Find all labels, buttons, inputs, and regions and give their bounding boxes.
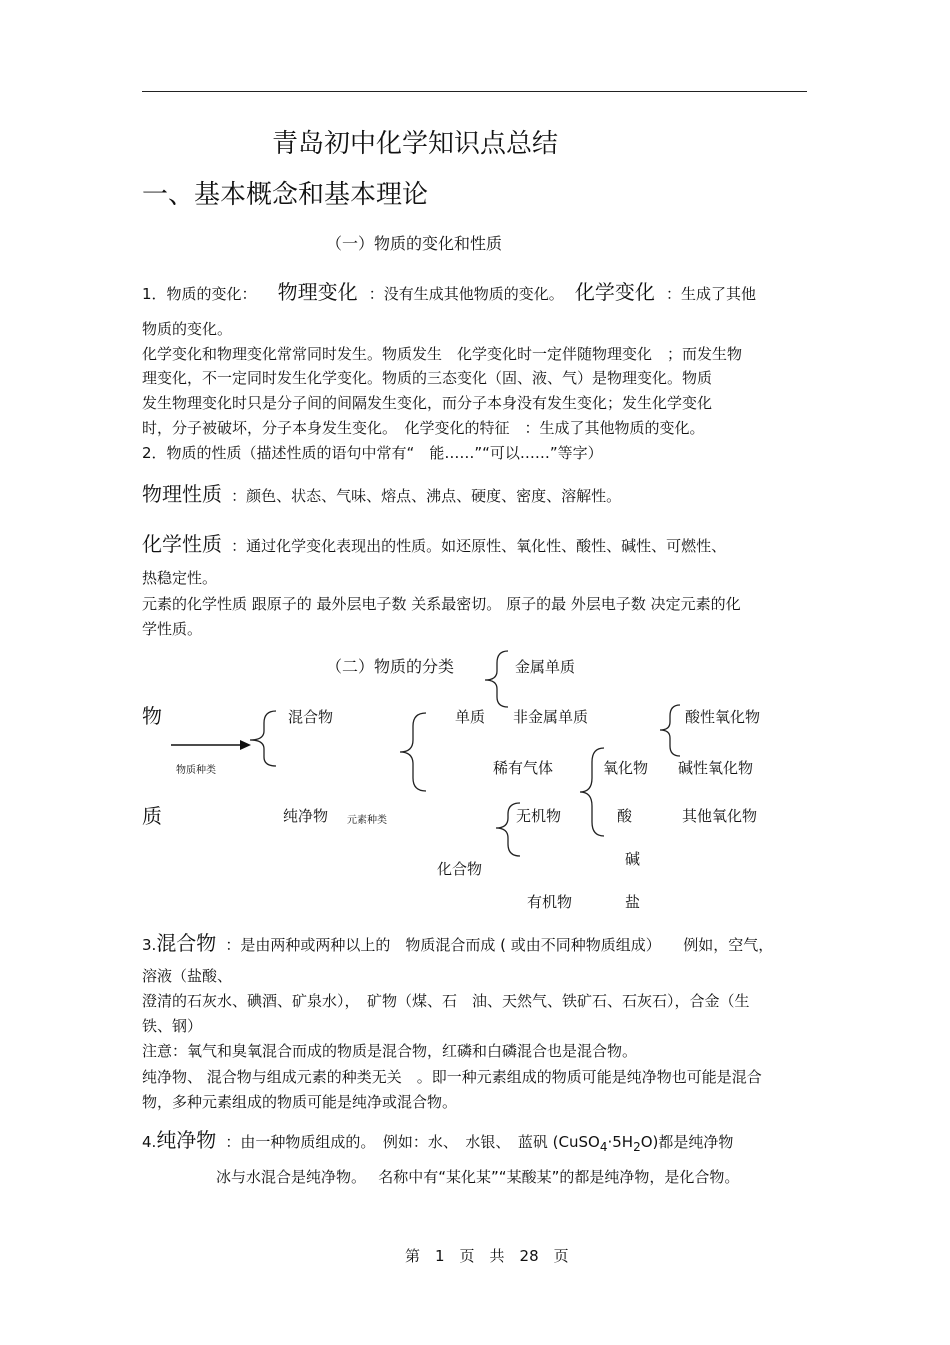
subsection-heading-2: （二）物质的分类	[326, 657, 455, 676]
paragraph-1-lead: 1．物质的变化：	[142, 285, 257, 303]
tree-youji: 有机物	[527, 893, 573, 911]
def-physical-change: ：没有生成其他物质的变化。	[368, 285, 564, 303]
tree-yuansu: 元素种类	[347, 815, 387, 826]
brace-wuji	[580, 748, 604, 836]
tree-zhi: 质	[142, 804, 162, 828]
tree-yanghua: 氧化物	[603, 759, 649, 777]
paragraph-4-lead: 4.	[142, 1133, 157, 1151]
tree-yan: 盐	[625, 893, 641, 911]
subscript-2: 2	[633, 1140, 641, 1155]
paragraph-4-line	[142, 1124, 733, 1154]
para1-line-4: 时，分子被破坏，分子本身发生变化。 化学变化的特征 ：生成了其他物质的变化。	[142, 419, 705, 437]
tree-jianxing: 碱性氧化物	[678, 759, 754, 777]
term-chemical-property: 化学性质	[142, 532, 222, 556]
paragraph-3-line	[142, 927, 773, 956]
page-footer: 第 1 页 共 28 页	[405, 1247, 569, 1265]
pure-substance-line-2: 冰与水混合是纯净物。 名称中有“某化某”“某酸某”的都是纯净物，是化合物。	[216, 1168, 740, 1186]
tree-wuji: 无机物	[516, 807, 562, 825]
def-pure-substance: ：由一种物质组成的。 例如：水、 水银、 蓝矾 (CuSO	[225, 1133, 600, 1151]
section-heading: 一、基本概念和基本理论	[142, 180, 429, 210]
tree-chunjing: 纯净物	[283, 807, 329, 825]
chemical-property-cont: 热稳定性。	[142, 569, 218, 587]
def-mixture: ：是由两种或两种以上的 物质混合而成 ( 或由不同种物质组成） 例如，空气，	[225, 936, 774, 954]
paragraph-3-lead: 3.	[142, 936, 157, 954]
paragraph-1-cont: 物质的变化。	[142, 320, 233, 338]
def-chemical-change: ：生成了其他	[665, 285, 756, 303]
classification-arrow	[171, 740, 251, 750]
brace-yanghua	[660, 705, 680, 756]
mixture-line-3: 铁、钢）	[142, 1017, 203, 1035]
paragraph-2: 2．物质的性质（描述性质的语句中常有“ 能……”“可以……”等字）	[142, 444, 603, 462]
tree-jian: 碱	[625, 850, 641, 868]
brace-danzhi	[485, 651, 508, 707]
term-physical-property: 物理性质	[142, 482, 222, 506]
document-title: 青岛初中化学知识点总结	[272, 129, 559, 159]
formula-mid: ·5H	[607, 1133, 634, 1151]
brace-chunjing	[400, 713, 426, 791]
tree-suanxing: 酸性氧化物	[685, 708, 761, 726]
tree-wu: 物	[142, 704, 162, 728]
subscript-4: 4	[599, 1140, 608, 1155]
tree-feijinshu: 非金属单质	[513, 708, 589, 726]
mixture-line-6: 物，多种元素组成的物质可能是纯净或混合物。	[142, 1093, 458, 1111]
def-chemical-property: ：通过化学变化表现出的性质。如还原性、氧化性、酸性、碱性、可燃性、	[231, 537, 727, 555]
term-pure-substance: 纯净物	[156, 1128, 217, 1152]
term-physical-change: 物理变化	[277, 280, 358, 304]
tree-suan: 酸	[617, 807, 633, 825]
term-mixture: 混合物	[156, 931, 217, 955]
mixture-line-1: 溶液（盐酸、	[142, 967, 233, 985]
formula-end: O)都是纯净物	[640, 1133, 734, 1151]
tree-qita: 其他氧化物	[682, 807, 758, 825]
subsection-heading-1: （一）物质的变化和性质	[326, 234, 503, 253]
mixture-line-2: 澄清的石灰水、碘酒、矿泉水）， 矿物（煤、石 油、天然气、铁矿石、石灰石），合金（生	[142, 992, 750, 1010]
para1-line-2: 理变化，不一定同时发生化学变化。物质的三态变化（固、液、气）是物理变化。物质	[142, 369, 713, 387]
tree-xiyou: 稀有气体	[493, 759, 554, 777]
para2-line-2: 学性质。	[142, 620, 203, 638]
para1-line-1: 化学变化和物理变化常常同时发生。物质发生 化学变化时一定伴随物理变化 ；而发生物	[142, 345, 743, 363]
tree-hunhe: 混合物	[288, 708, 334, 726]
mixture-note: 注意：氧气和臭氧混合而成的物质是混合物，红磷和白磷混合也是混合物。	[142, 1042, 638, 1060]
tree-danzhi: 单质	[455, 708, 486, 726]
def-physical-property: ：颜色、状态、气味、熔点、沸点、硬度、密度、溶解性。	[231, 487, 622, 505]
para2-line-1: 元素的化学性质 跟原子的 最外层电子数 关系最密切。 原子的最 外层电子数 决定元素的化	[142, 595, 741, 613]
tree-jinshu: 金属单质	[515, 658, 576, 676]
term-chemical-change: 化学变化	[574, 280, 655, 304]
tree-arrow-label: 物质种类	[176, 765, 216, 776]
mixture-line-5: 纯净物、 混合物与组成元素的种类无关 。即一种元素组成的物质可能是纯净物也可能是混合	[142, 1068, 762, 1086]
para1-line-3: 发生物理变化时只是分子间的间隔发生变化，而分子本身没有发生变化；发生化学变化	[142, 394, 713, 412]
brace-wuzhi	[250, 711, 276, 766]
tree-huahe: 化合物	[437, 860, 483, 878]
